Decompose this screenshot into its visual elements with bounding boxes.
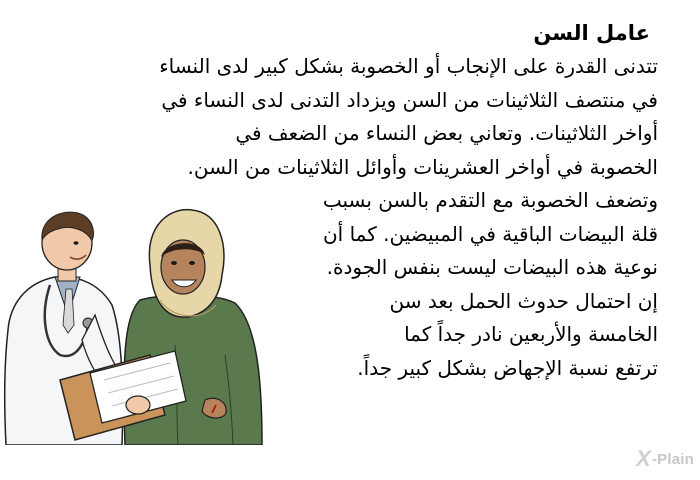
article-line-4: الخصوبة في أواخر العشرينات وأوائل الثلاثينات من السن. (187, 154, 658, 179)
article-line-5: وتضعف الخصوبة مع التقدم بالسن بسبب (322, 188, 658, 212)
article-line-10: ترتفع نسبة الإجهاض بشكل كبير جداً. (357, 355, 658, 380)
article-line-6: قلة البيضات الباقية في المبيضين. كما أن (322, 221, 658, 246)
doctor-and-patient-illustration (0, 205, 270, 445)
article-line-7: نوعية هذه البيضات ليست بنفس الجودة. (326, 255, 658, 279)
article-line-1: تتدنى القدرة على الإنجاب أو الخصوبة بشكل كبير لدى النساء (159, 54, 658, 78)
article-line-8: إن احتمال حدوث الحمل بعد سن (389, 288, 658, 313)
x-plain-logo (636, 446, 694, 472)
logo-mark: X (636, 446, 651, 471)
article-line-2: في منتصف الثلاثينات من السن ويزداد التدنى لدى النساء في (161, 87, 658, 112)
article-line-9: الخامسة والأربعين نادر جداً كما (404, 322, 658, 346)
logo-text: -Plain (651, 450, 694, 468)
article-line-3: أواخر الثلاثينات. وتعاني بعض النساء من الضعف في (235, 121, 658, 145)
article-title: عامل السن (533, 21, 650, 45)
